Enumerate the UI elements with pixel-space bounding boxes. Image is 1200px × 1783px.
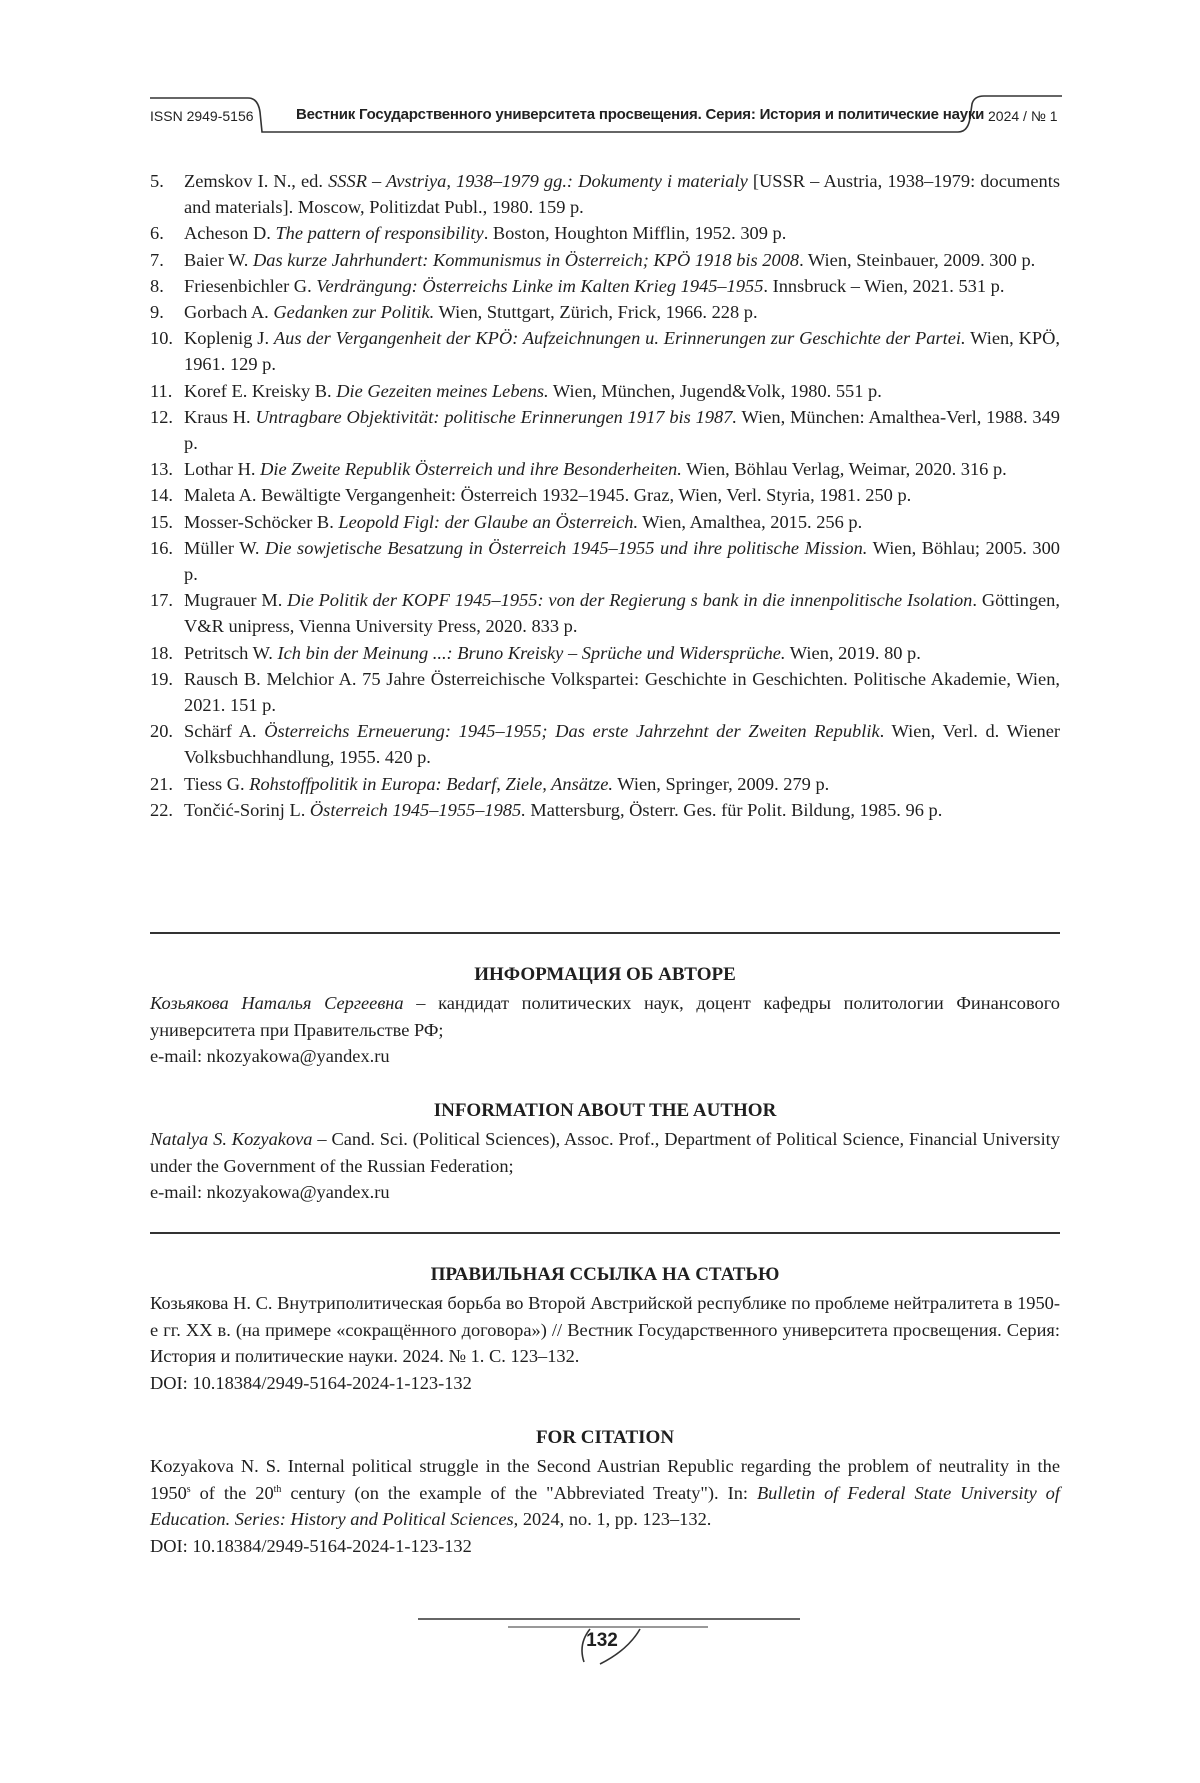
reference-item — [150, 168, 1060, 220]
reference-text: Mugrauer M. Die Politik der KOPF 1945–1955: von der Regierung s bank in die innenpolitische Isolation. Göttingen, V&R unipress, Vienna University Press, 2020. 833 p. — [184, 590, 1060, 637]
author-name-en: Natalya S. Kozyakova — [150, 1129, 313, 1149]
reference-text: Petritsch W. Ich bin der Meinung ...: Bruno Kreisky – Sprüche und Widersprüche. Wien, 2019. 80 p. — [184, 642, 921, 663]
reference-number: 20. — [150, 721, 173, 742]
citation-en-doi: DOI: 10.18384/2949-5164-2024-1-123-132 — [150, 1535, 472, 1556]
reference-item — [150, 325, 1060, 377]
reference-number: 10. — [150, 328, 173, 349]
author-info-ru-title: ИНФОРМАЦИЯ ОБ АВТОРЕ — [474, 964, 736, 985]
reference-number: 16. — [150, 537, 173, 558]
author-email-ru: e-mail: nkozyakowa@yandex.ru — [150, 1046, 390, 1066]
reference-item — [150, 378, 1060, 404]
reference-text: Rausch B. Melchior A. 75 Jahre Österreichische Volkspartei: Geschichte in Geschichten. Politische Akademie, Wien, 2021. 151 p. — [184, 668, 1060, 716]
reference-number: 19. — [150, 668, 173, 689]
reference-item — [150, 456, 1060, 482]
reference-list — [150, 168, 1060, 823]
reference-item — [150, 482, 1060, 508]
page-number: 132 — [586, 1630, 618, 1651]
reference-number: 18. — [150, 642, 173, 663]
reference-item — [150, 771, 1060, 797]
author-email-en: e-mail: nkozyakowa@yandex.ru — [150, 1182, 390, 1202]
reference-text: Tiess G. Rohstoffpolitik in Europa: Bedarf, Ziele, Ansätze. Wien, Springer, 2009. 279 p. — [184, 773, 830, 794]
header-issn: ISSN 2949-5156 — [150, 108, 254, 124]
citation-ru-title: ПРАВИЛЬНАЯ ССЫЛКА НА СТАТЬЮ — [430, 1264, 780, 1285]
header-journal-title: Вестник Государственного университета просвещения. Серия: История и политические науки — [296, 106, 985, 123]
citation-ru-doi: DOI: 10.18384/2949-5164-2024-1-123-132 — [150, 1372, 472, 1393]
reference-number: 6. — [150, 223, 164, 244]
reference-item — [150, 797, 1060, 823]
running-header — [0, 0, 1200, 150]
reference-number: 14. — [150, 485, 173, 506]
reference-item — [150, 535, 1060, 587]
reference-text: Koref E. Kreisky B. Die Gezeiten meines Lebens. Wien, München, Jugend&Volk, 1980. 551 p. — [184, 380, 882, 401]
reference-item — [150, 299, 1060, 325]
reference-item — [150, 404, 1060, 456]
reference-item — [150, 273, 1060, 299]
author-info-en — [150, 1126, 1060, 1206]
citation-en — [150, 1453, 1060, 1559]
citation-en-title: FOR CITATION — [535, 1427, 675, 1448]
reference-item — [150, 247, 1060, 273]
reference-item — [150, 509, 1060, 535]
reference-text: Zemskov I. N., ed. SSSR – Avstriya, 1938–1979 gg.: Dokumenty i materialy [USSR – Austria, 1938–1979: documents and materials]. Moscow, Politizdat Publ., 1980. 159 p. — [184, 171, 1060, 218]
author-info-ru-text: Козьякова Наталья Сергеевна – кандидат политических наук, доцент кафедры политологии Финансового университета при Правительстве РФ; — [150, 993, 1060, 1040]
author-info-ru — [150, 990, 1060, 1070]
reference-item — [150, 587, 1060, 639]
reference-text: Baier W. Das kurze Jahrhundert: Kommunismus in Österreich; KPÖ 1918 bis 2008. Wien, Steinbauer, 2009. 300 p. — [184, 249, 1036, 270]
reference-text: Müller W. Die sowjetische Besatzung in Österreich 1945–1955 und ihre politische Mission. Wien, Böhlau; 2005. 300 p. — [184, 537, 1060, 585]
header-frame-lines — [0, 0, 1200, 150]
reference-text: Gorbach A. Gedanken zur Politik. Wien, Stuttgart, Zürich, Frick, 1966. 228 p. — [184, 302, 758, 323]
author-info-en-text: Natalya S. Kozyakova – Cand. Sci. (Political Sciences), Assoc. Prof., Department of Political Science, Financial University under the Government of the Russian Federation; — [150, 1129, 1060, 1176]
section-divider — [150, 1232, 1060, 1234]
reference-item — [150, 666, 1060, 718]
reference-text: Schärf A. Österreichs Erneuerung: 1945–1955; Das erste Jahrzehnt der Zweiten Republik. Wien, Verl. d. Wiener Volksbuchhandlung, 1955. 420 p. — [184, 721, 1060, 768]
citation-en-text: Kozyakova N. S. Internal political struggle in the Second Austrian Republic regarding the problem of neutrality in the 1950$^s$ of the 20th century (on the example of the "Abbreviated Treaty"). In: Bulletin of Federal State University of Education. Series: History and Political Sciences, 2024, no. 1, pp. 123–132. — [150, 1456, 1060, 1529]
reference-number: 8. — [150, 275, 164, 296]
author-name-ru: Козьякова Наталья Сергеевна — [150, 993, 404, 1013]
reference-text: Lothar H. Die Zweite Republik Österreich und ihre Besonderheiten. Wien, Böhlau Verlag, Weimar, 2020. 316 p. — [184, 459, 1007, 480]
reference-item — [150, 220, 1060, 246]
reference-number: 12. — [150, 406, 173, 427]
reference-number: 7. — [150, 249, 164, 270]
reference-item — [150, 718, 1060, 770]
section-divider — [150, 932, 1060, 934]
reference-text: Acheson D. The pattern of responsibility. Boston, Houghton Mifflin, 1952. 309 p. — [184, 223, 787, 244]
reference-number: 13. — [150, 459, 173, 480]
reference-number: 5. — [150, 171, 164, 191]
reference-text: Tončić-Sorinj L. Österreich 1945–1955–1985. Mattersburg, Österr. Ges. für Polit. Bildung, 1985. 96 p. — [184, 799, 943, 820]
reference-text: Maleta A. Bewältigte Vergangenheit: Österreich 1932–1945. Graz, Wien, Verl. Styria, 1981. 250 p. — [184, 485, 912, 506]
reference-text: Mosser-Schöcker B. Leopold Figl: der Glaube an Österreich. Wien, Amalthea, 2015. 256 p. — [184, 511, 863, 532]
citation-ru-text: Козьякова Н. С. Внутриполитическая борьба во Второй Австрийской республике по проблеме нейтралитета в 1950-е гг. XX в. (на примере «сокращённого договора») // Вестник Государственного университета просвещения. Серия: История и политические науки. 2024. № 1. С. 123–132. — [150, 1293, 1060, 1366]
header-issue: 2024 / № 1 — [988, 108, 1058, 124]
reference-number: 15. — [150, 511, 173, 532]
citation-ru — [150, 1290, 1060, 1396]
reference-number: 17. — [150, 590, 173, 611]
reference-number: 21. — [150, 773, 173, 794]
reference-text: Friesenbichler G. Verdrängung: Österreichs Linke im Kalten Krieg 1945–1955. Innsbruck – Wien, 2021. 531 p. — [184, 275, 1005, 296]
reference-item — [150, 640, 1060, 666]
reference-text: Koplenig J. Aus der Vergangenheit der KPÖ: Aufzeichnungen u. Erinnerungen zur Geschichte der Partei. Wien, KPÖ, 1961. 129 p. — [184, 328, 1061, 375]
reference-number: 22. — [150, 799, 173, 820]
reference-number: 9. — [150, 302, 164, 323]
reference-text: Kraus H. Untragbare Objektivität: politische Erinnerungen 1917 bis 1987. Wien, München: Amalthea-Verl, 1988. 349 p. — [184, 406, 1060, 454]
reference-number: 11. — [150, 380, 173, 401]
author-info-en-title: INFORMATION ABOUT THE AUTHOR — [433, 1100, 777, 1121]
page-footer — [0, 1600, 1200, 1680]
